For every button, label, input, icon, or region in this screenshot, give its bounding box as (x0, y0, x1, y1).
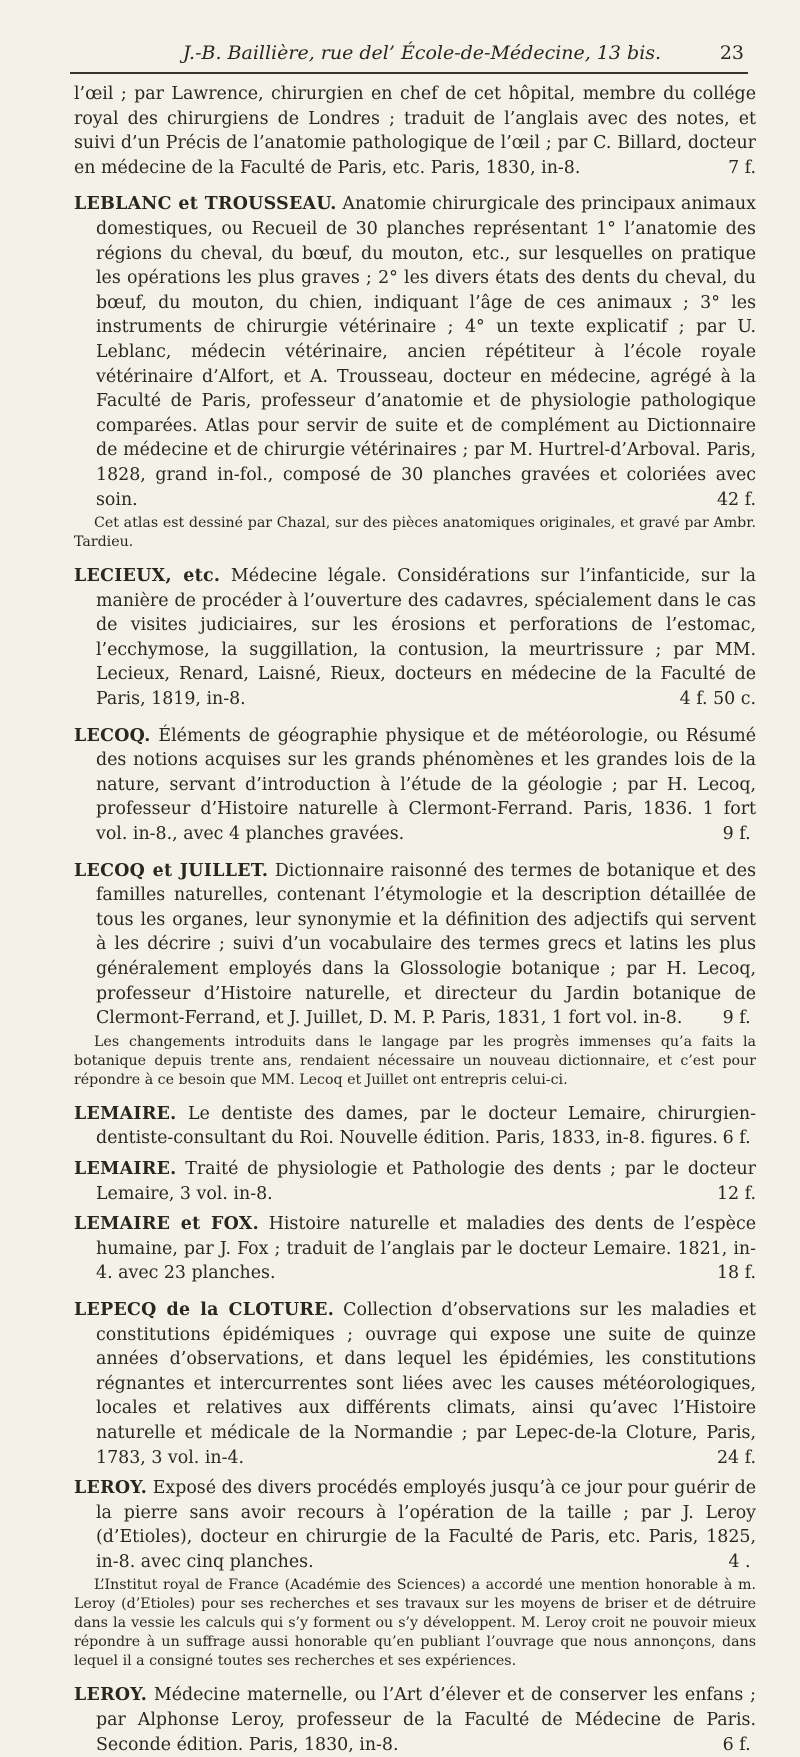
entry-author: LEPECQ de la CLOTURE. (74, 1299, 335, 1320)
entry-price: 9 f. (722, 824, 751, 845)
entry-price: 24 f. (716, 1447, 756, 1468)
entry-text: Collection d’observations sur les maladies et constitutions épidémiques ; ouvrage qui expose une suite de quinze années d’observations, et dans lequel les épidémies, les constitutions régnantes et intercurrentes sont liées avec les causes météorologiques, locales et relatives aux différents climats, ainsi qu’avec l’Histoire naturelle et médicale de la Normandie ; par Lepec-de-la Cloture, Paris, 1783, 3 vol. in-4. (96, 1299, 756, 1468)
entry-text: Traité de physiologie et Pathologie des dents ; par le docteur Lemaire, 3 vol. in-8. (96, 1158, 756, 1204)
entry-note: Les changements introduits dans le langage par les progrès immenses qu’a faits la botanique depuis trente ans, rendaient nécessaire un nouveau dictionnaire, et c’est pour répondre à ce besoin que MM. Lecoq et Juillet ont entrepris celui-ci. (74, 1033, 756, 1088)
entry-leroy-expose (74, 1476, 756, 1574)
entry-price: 18 f. (716, 1263, 756, 1284)
entry-price: 6 f. (722, 1734, 751, 1755)
entry-author: LEBLANC et TROUSSEAU. (74, 194, 337, 215)
entry-author: LEMAIRE. (74, 1103, 177, 1124)
entry-lecieux (74, 564, 756, 712)
entry-text: Le dentiste des dames, par le docteur Lemaire, chirurgien-dentiste-consultant du Roi. Nouvelle édition. Paris, 1833, in-8. figures. (96, 1103, 756, 1149)
entry-author: LEMAIRE et FOX. (74, 1214, 259, 1235)
entry-leblanc-trousseau (74, 192, 756, 512)
running-title: J.-B. Baillière, rue del’ École-de-Médecine, 13 bis. (182, 42, 662, 64)
entry-text: Dictionnaire raisonné des termes de botanique et des familles naturelles, contenant l’étymologie et la description détaillée de tous les organes, leur synonymie et la définition des adjectifs qui servent à les décrire ; suivi d’un vocabulaire des termes grecs et latins les plus généralement employés dans la Glossologie botanique ; par H. Lecoq, professeur d’Histoire naturelle, et directeur du Jardin botanique de Clermont-Ferrand, et J. Juillet, D. M. P. Paris, 1831, 1 fort vol. in-8. (96, 860, 757, 1029)
catalogue-entries (74, 82, 756, 1757)
page-number: 23 (719, 42, 744, 64)
entry-lecoq (74, 724, 756, 847)
entry-author: LEMAIRE. (74, 1158, 177, 1179)
entry-price: 4 . (728, 1551, 751, 1572)
entry-note: L’Institut royal de France (Académie des Sciences) a accordé une mention honorable à m. Leroy (d’Etioles) pour ses recherches et ses travaux sur les moyens de briser et de détruire dans la vessie les calculs qui s’y forment ou s’y développent. M. Leroy croit ne pouvoir mieux répondre à un suffrage aussi honorable qu’en publiant l’ouvrage que nous annonçons, dans lequel il a consigné toutes ses recherches et ses expériences. (74, 1577, 756, 1670)
entry-lemaire-dentiste (74, 1102, 756, 1151)
entry-lecoq-juillet (74, 859, 756, 1031)
entry-note: Cet atlas est dessiné par Chazal, sur des pièces anatomiques originales, et gravé par Ambr. Tardieu. (74, 515, 756, 551)
entry-lemaire-fox (74, 1212, 756, 1286)
entry-text: Exposé des divers procédés employés jusqu’à ce jour pour guérir de la pierre sans avoir recours à l’opération de la taille ; par J. Leroy (d’Etioles), docteur en chirurgie de la Faculté de Paris, etc. Paris, 1825, in-8. avec cinq planches. (96, 1478, 756, 1572)
entry-lemaire-traite (74, 1157, 756, 1206)
entry-lawrence-continued: l’œil ; par Lawrence, chirurgien en chef de cet hôpital, membre du collége royal des chirurgiens de Londres ; traduit de l’anglais avec des notes, et suivi d’un Précis de l’anatomie pathologique de l’œil ; par C. Billard, docteur en médecine de la Faculté de Paris, etc. Paris, 1830, in-8. 7 f. (74, 82, 756, 180)
running-header (100, 42, 744, 64)
entry-text: Anatomie chirurgicale des principaux animaux domestiques, ou Recueil de 30 planches représentant 1° l’anatomie des régions du cheval, du bœuf, du mouton, etc., sur lesquelles on pratique les opérations les plus graves ; 2° les divers états des dents du cheval, du bœuf, du mouton, du chien, indiquant l’âge de ces animaux ; 3° les instruments de chirurgie vétérinaire ; 4° un texte explicatif ; par U. Leblanc, médecin vétérinaire, ancien répétiteur à l’école royale vétérinaire d’Alfort, et A. Trousseau, docteur en médecine, agrégé à la Faculté de Paris, professeur d’anatomie et de physiologie pathologique comparées. Atlas pour servir de suite et de complément au Dictionnaire de médecine et de chirurgie vétérinaires ; par M. Hurtrel-d’Arboval. Paris, 1828, grand in-fol., composé de 30 planches gravées et coloriées avec soin. (96, 194, 756, 510)
entry-price: 12 f. (716, 1183, 756, 1204)
entry-price: 42 f. (716, 489, 756, 510)
entry-text: Éléments de géographie physique et de météorologie, ou Résumé des notions acquises sur les grands phénomènes et les grandes lois de la nature, servant d’introduction à l’étude de la géologie ; par H. Lecoq, professeur d’Histoire naturelle à Clermont-Ferrand. Paris, 1836. 1 fort vol. in-8., avec 4 planches gravées. (96, 725, 756, 845)
entry-text: Médecine légale. Considérations sur l’infanticide, sur la manière de procéder à l’ouverture des cadavres, spécialement dans le cas de visites judiciaires, sur les érosions et perforations de l’estomac, l’ecchymose, la suggillation, la contusion, la meurtrissure ; par MM. Lecieux, Renard, Laisné, Rieux, docteurs en médecine de la Faculté de Paris, 1819, in-8. (96, 566, 757, 710)
entry-leroy-medecine (74, 1683, 756, 1757)
entry-text: Histoire naturelle et maladies des dents de l’espèce humaine, par J. Fox ; traduit de l’anglais par le docteur Lemaire. 1821, in-4. avec 23 planches. (96, 1214, 757, 1284)
header-rule (70, 72, 748, 74)
entry-author: LECOQ. (74, 725, 151, 746)
entry-price: 4 f. 50 c. (679, 689, 756, 710)
entry-author: LECIEUX, etc. (74, 566, 221, 587)
entry-author: LEROY. (74, 1478, 148, 1499)
entry-text: Médecine maternelle, ou l’Art d’élever et de conserver les enfans ; par Alphonse Leroy, professeur de la Faculté de Médecine de Paris. Seconde édition. Paris, 1830, in-8. (96, 1685, 756, 1755)
entry-author: LECOQ et JUILLET. (74, 860, 269, 881)
entry-price: 7 f. (728, 157, 756, 178)
entry-lepecq (74, 1298, 756, 1470)
entry-price: 9 f. (722, 1008, 751, 1029)
entry-author: LEROY. (74, 1685, 148, 1706)
entry-price: 6 f. (722, 1128, 751, 1149)
